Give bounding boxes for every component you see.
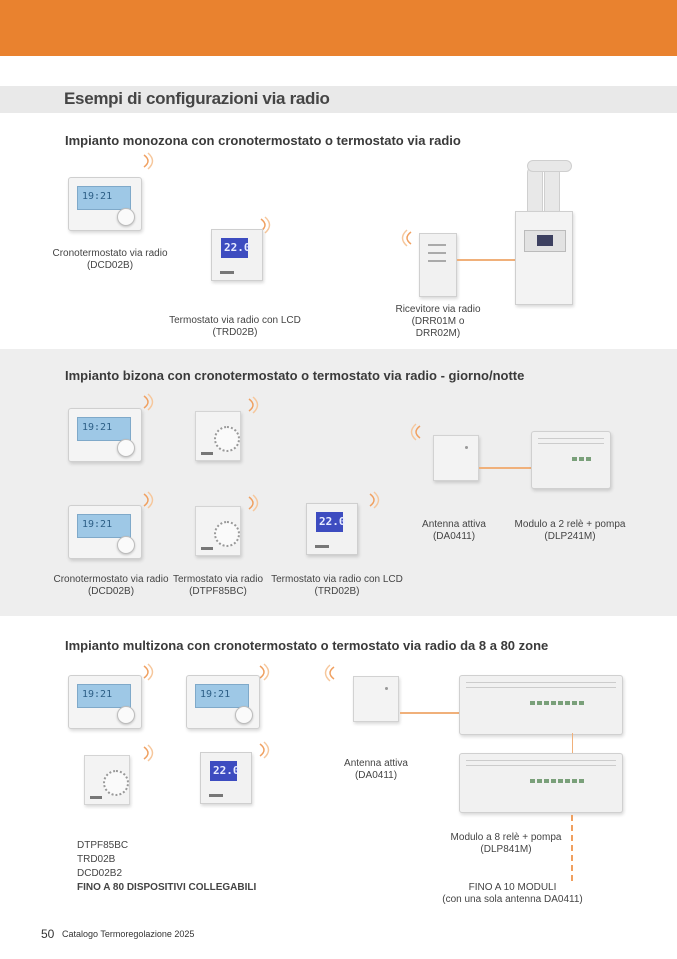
radio-signal-icon xyxy=(142,491,156,509)
module-caption: Modulo a 8 relè + pompa (DLP841M) xyxy=(450,832,562,855)
radio-signal-icon xyxy=(258,663,272,681)
page-title: Esempi di configurazioni via radio xyxy=(64,89,330,108)
radio-signal-icon xyxy=(399,229,413,247)
antenna-image xyxy=(433,435,479,481)
receiver-caption: Ricevitore via radio (DRR01M o DRR02M) xyxy=(395,304,481,339)
module-8-relay-image xyxy=(459,675,623,735)
boiler-pipe xyxy=(527,165,543,215)
connector-line xyxy=(479,467,531,469)
chrono-thermostat-image: 19:21 xyxy=(68,675,142,729)
module-8-relay-image xyxy=(459,753,623,813)
connector-line xyxy=(457,259,515,261)
lcd-thermostat-image: 22.0 xyxy=(306,503,358,555)
antenna-caption: Antenna attiva (DA0411) xyxy=(422,519,486,542)
section1-title: Impianto monozona con cronotermostato o termostato via radio xyxy=(65,133,461,148)
page-number: 50 xyxy=(41,927,55,941)
radio-signal-icon xyxy=(368,491,382,509)
lcd-thermostat-image: 22.0 xyxy=(211,229,263,281)
lcd-thermostat-image: 22.0 xyxy=(200,752,252,804)
radio-signal-icon xyxy=(247,494,261,512)
radio-signal-icon xyxy=(142,663,156,681)
radio-signal-icon xyxy=(322,664,336,682)
antenna-caption: Antenna attiva (DA0411) xyxy=(344,758,408,781)
devices-note: FINO A 80 DISPOSITIVI COLLEGABILI xyxy=(77,882,257,893)
devices-list: DTPF85BC TRD02B DCD02B2 FINO A 80 DISPOSITIVI COLLEGABILI xyxy=(77,840,257,893)
section2-title: Impianto bizona con cronotermostato o termostato via radio - giorno/notte xyxy=(65,368,525,383)
radio-signal-icon xyxy=(408,423,422,441)
footer-text: Catalogo Termoregolazione 2025 xyxy=(62,929,195,939)
header-accent-bar xyxy=(0,0,677,56)
boiler-image xyxy=(515,211,573,305)
radio-signal-icon xyxy=(247,396,261,414)
module-caption: Modulo a 2 relè + pompa (DLP241M) xyxy=(514,519,626,542)
lcd-caption: Termostato via radio con LCD (TRD02B) xyxy=(169,315,301,338)
dial-thermostat-image xyxy=(84,755,130,805)
dial-caption: Termostato via radio (DTPF85BC) xyxy=(172,574,264,597)
chrono-caption: Cronotermostato via radio (DCD02B) xyxy=(52,248,168,271)
module-2-relay-image xyxy=(531,431,611,489)
chrono-thermostat-image: 19:21 xyxy=(68,505,142,559)
boiler-pipe xyxy=(544,165,560,215)
chrono-thermostat-image: 19:21 xyxy=(68,177,142,231)
antenna-image xyxy=(353,676,399,722)
radio-signal-icon xyxy=(142,393,156,411)
chrono-thermostat-image: 19:21 xyxy=(68,408,142,462)
connector-line xyxy=(400,712,459,714)
lcd-caption: Termostato via radio con LCD (TRD02B) xyxy=(271,574,403,597)
boiler-pipe xyxy=(527,160,572,172)
receiver-image xyxy=(419,233,457,297)
radio-signal-icon xyxy=(142,744,156,762)
module-link-line xyxy=(572,733,573,754)
section3-title: Impianto multizona con cronotermostato o termostato via radio da 8 a 80 zone xyxy=(65,638,549,653)
modules-note: FINO A 10 MODULI (con una sola antenna DA0411) xyxy=(442,882,583,905)
radio-signal-icon xyxy=(142,152,156,170)
chrono-caption: Cronotermostato via radio (DCD02B) xyxy=(53,574,169,597)
dial-thermostat-image xyxy=(195,411,241,461)
dial-thermostat-image xyxy=(195,506,241,556)
chrono-thermostat-image: 19:21 xyxy=(186,675,260,729)
radio-signal-icon xyxy=(258,741,272,759)
